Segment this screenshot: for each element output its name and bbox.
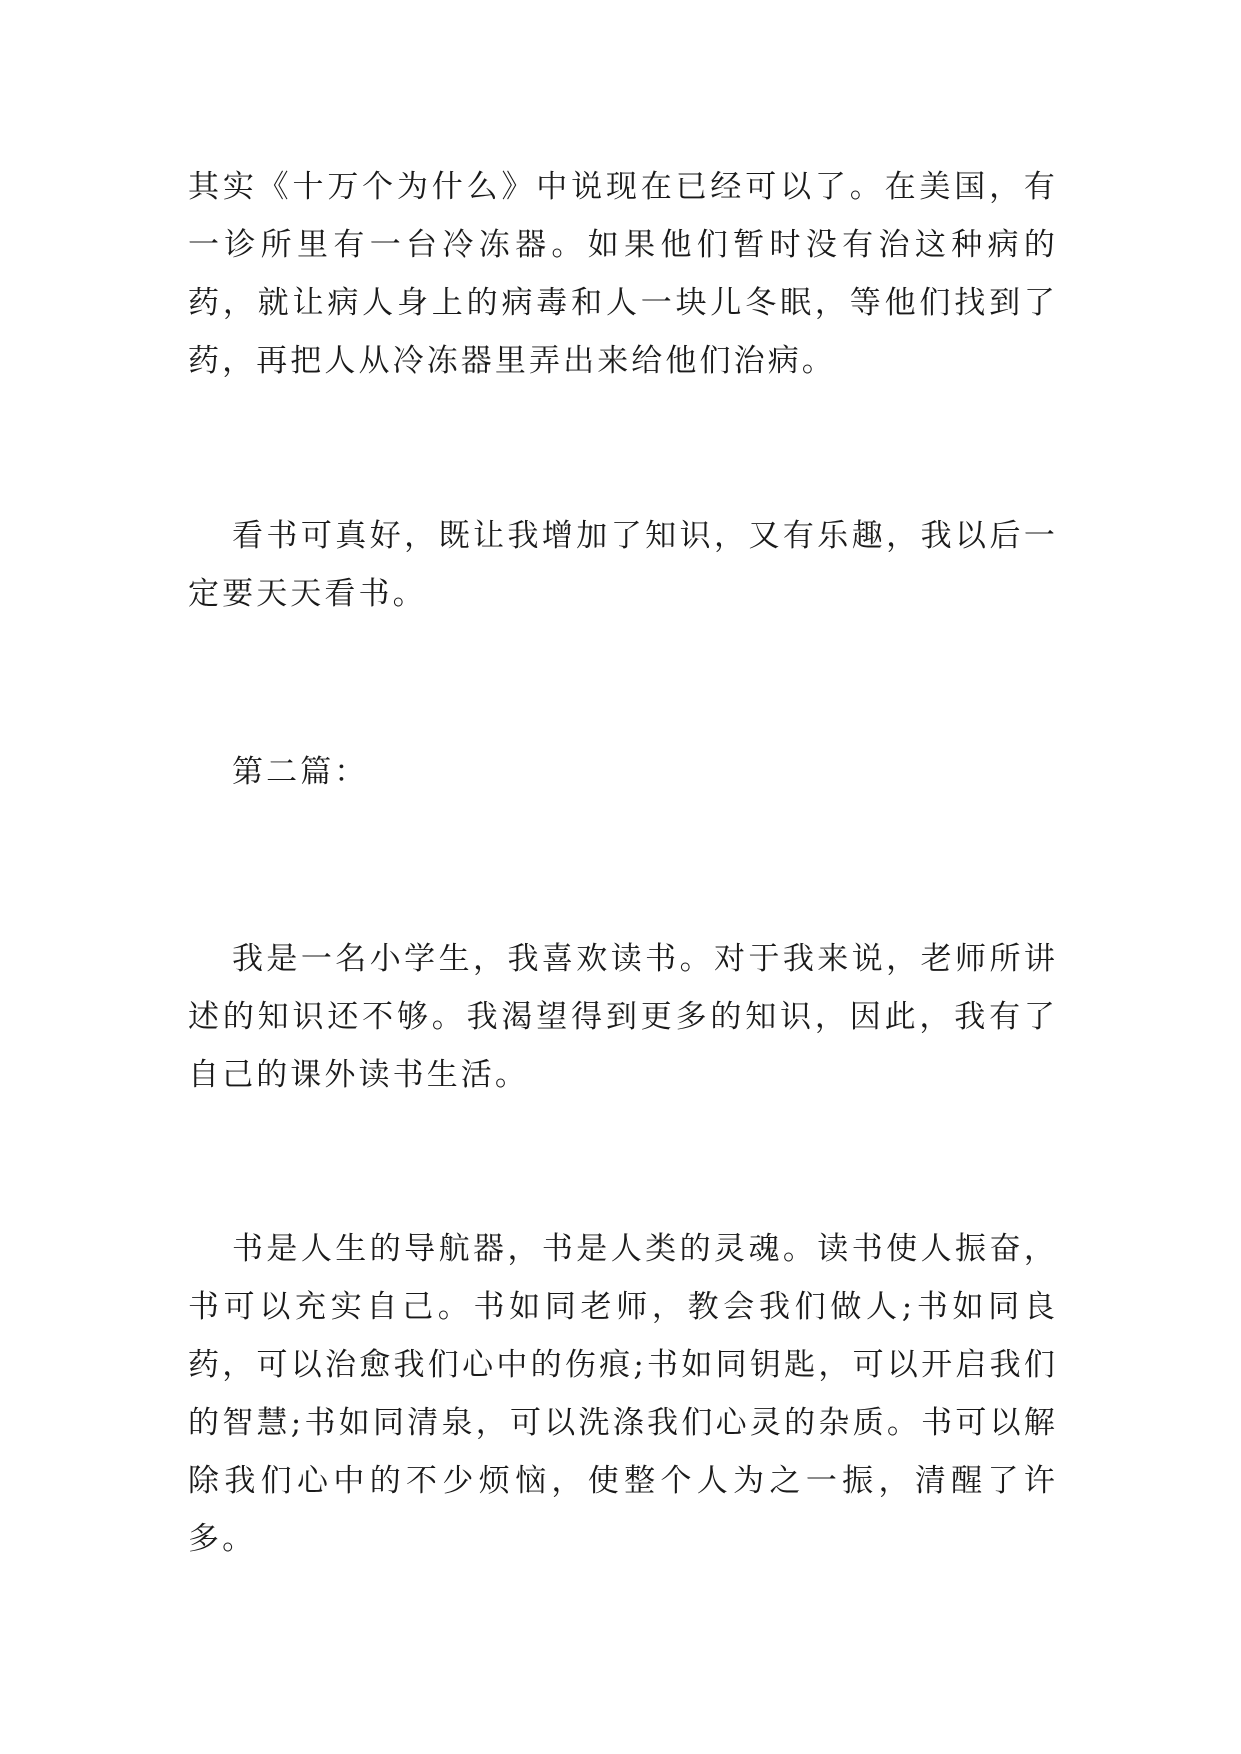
paragraph-freezer: 其实《十万个为什么》中说现在已经可以了。在美国，有一诊所里有一台冷冻器。如果他们暂时没有治这种病的药，就让病人身上的病毒和人一块儿冬眠，等他们找到了药，再把人从冷冻器里弄出来给他们治病。 bbox=[188, 169, 1058, 379]
paragraph-reading-is-good: 看书可真好，既让我增加了知识，又有乐趣，我以后一定要天天看书。 bbox=[188, 518, 1058, 612]
section-heading-part-two: 第二篇： bbox=[232, 754, 369, 790]
paragraph-books-metaphors: 书是人生的导航器，书是人类的灵魂。读书使人振奋，书可以充实自己。书如同老师，教会我们做人;书如同良药，可以治愈我们心中的伤痕;书如同钥匙，可以开启我们的智慧;书如同清泉，可以洗涤我们心灵的杂质。书可以解除我们心中的不少烦恼，使整个人为之一振，清醒了许多。 bbox=[188, 1231, 1058, 1557]
paragraph-student-reading: 我是一名小学生，我喜欢读书。对于我来说，老师所讲述的知识还不够。我渴望得到更多的知识，因此，我有了自己的课外读书生活。 bbox=[188, 941, 1058, 1093]
